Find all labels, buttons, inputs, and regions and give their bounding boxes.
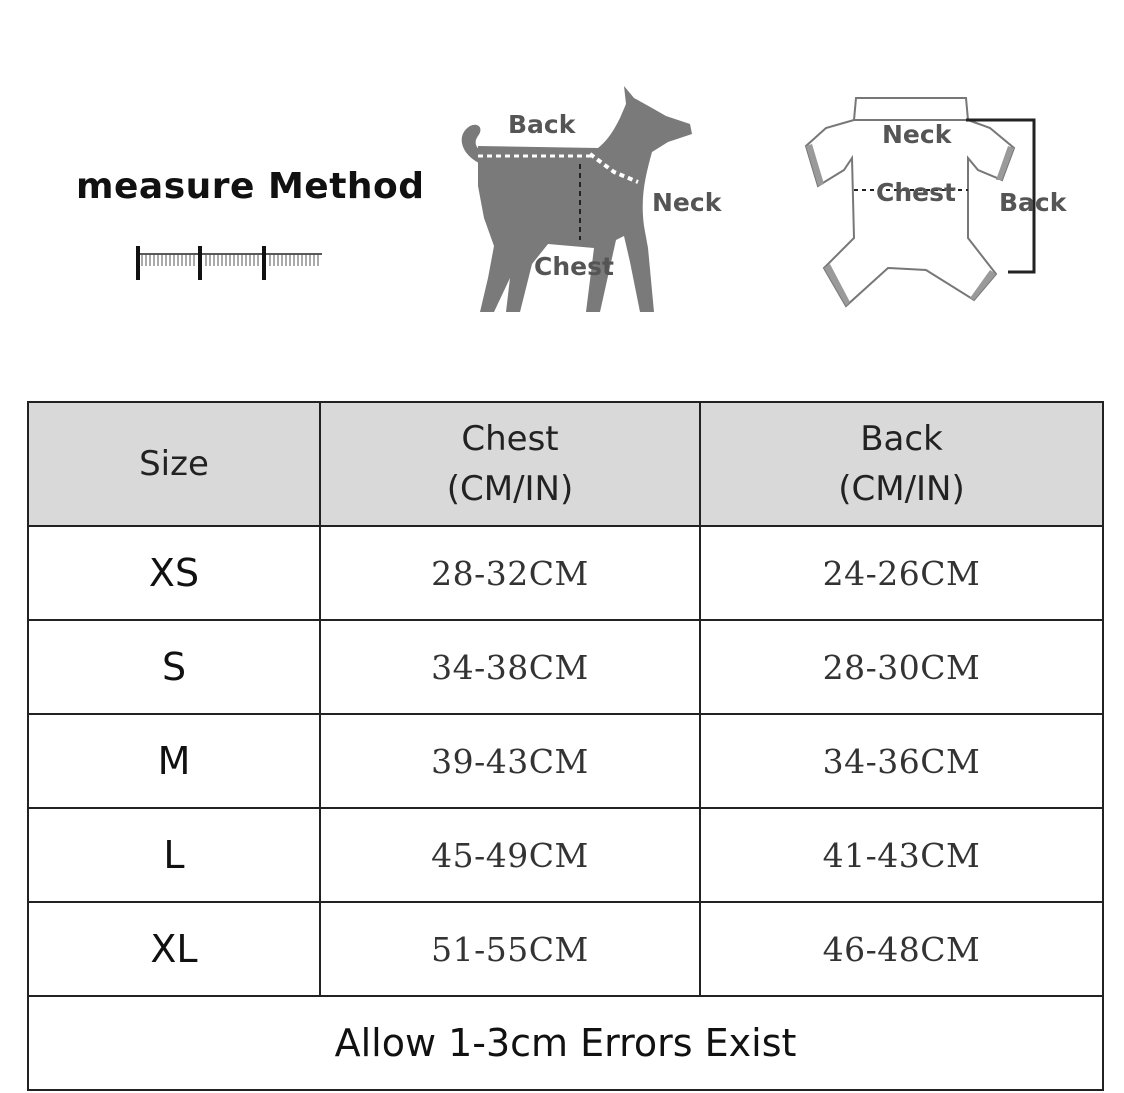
size-cell: L bbox=[28, 808, 320, 902]
column-header-back bbox=[700, 402, 1103, 526]
table-row bbox=[28, 526, 1103, 620]
back-cell: 41-43CM bbox=[700, 808, 1103, 902]
column-header-label: Chest bbox=[461, 419, 559, 459]
chest-cell: 39-43CM bbox=[320, 714, 700, 808]
chest-cell: 34-38CM bbox=[320, 620, 700, 714]
column-header-label: Size bbox=[139, 444, 209, 484]
chest-cell: 51-55CM bbox=[320, 902, 700, 996]
column-header-unit: (CM/IN) bbox=[838, 469, 965, 509]
garment-neck-label: Neck bbox=[882, 120, 952, 149]
column-header-label: Back bbox=[860, 419, 943, 459]
size-cell: XS bbox=[28, 526, 320, 620]
column-header-size bbox=[28, 402, 320, 526]
chest-cell: 45-49CM bbox=[320, 808, 700, 902]
table-header-row bbox=[28, 402, 1103, 526]
note-row bbox=[28, 996, 1103, 1090]
measure-method-title: measure Method bbox=[76, 166, 425, 207]
table-row bbox=[28, 620, 1103, 714]
dog-chest-label: Chest bbox=[534, 252, 614, 281]
ruler-icon bbox=[132, 240, 327, 282]
dog-back-label: Back bbox=[508, 110, 576, 139]
size-cell: M bbox=[28, 714, 320, 808]
size-cell: XL bbox=[28, 902, 320, 996]
size-cell: S bbox=[28, 620, 320, 714]
size-chart-table bbox=[27, 401, 1104, 1091]
chest-cell: 28-32CM bbox=[320, 526, 700, 620]
garment-back-label: Back bbox=[999, 188, 1067, 217]
table-row bbox=[28, 808, 1103, 902]
dog-neck-label: Neck bbox=[652, 188, 722, 217]
error-note: Allow 1-3cm Errors Exist bbox=[28, 996, 1103, 1090]
table-row bbox=[28, 714, 1103, 808]
garment-chest-label: Chest bbox=[876, 178, 956, 207]
table-row bbox=[28, 902, 1103, 996]
back-cell: 46-48CM bbox=[700, 902, 1103, 996]
back-cell: 24-26CM bbox=[700, 526, 1103, 620]
column-header-chest bbox=[320, 402, 700, 526]
column-header-unit: (CM/IN) bbox=[446, 469, 574, 509]
back-cell: 34-36CM bbox=[700, 714, 1103, 808]
back-cell: 28-30CM bbox=[700, 620, 1103, 714]
